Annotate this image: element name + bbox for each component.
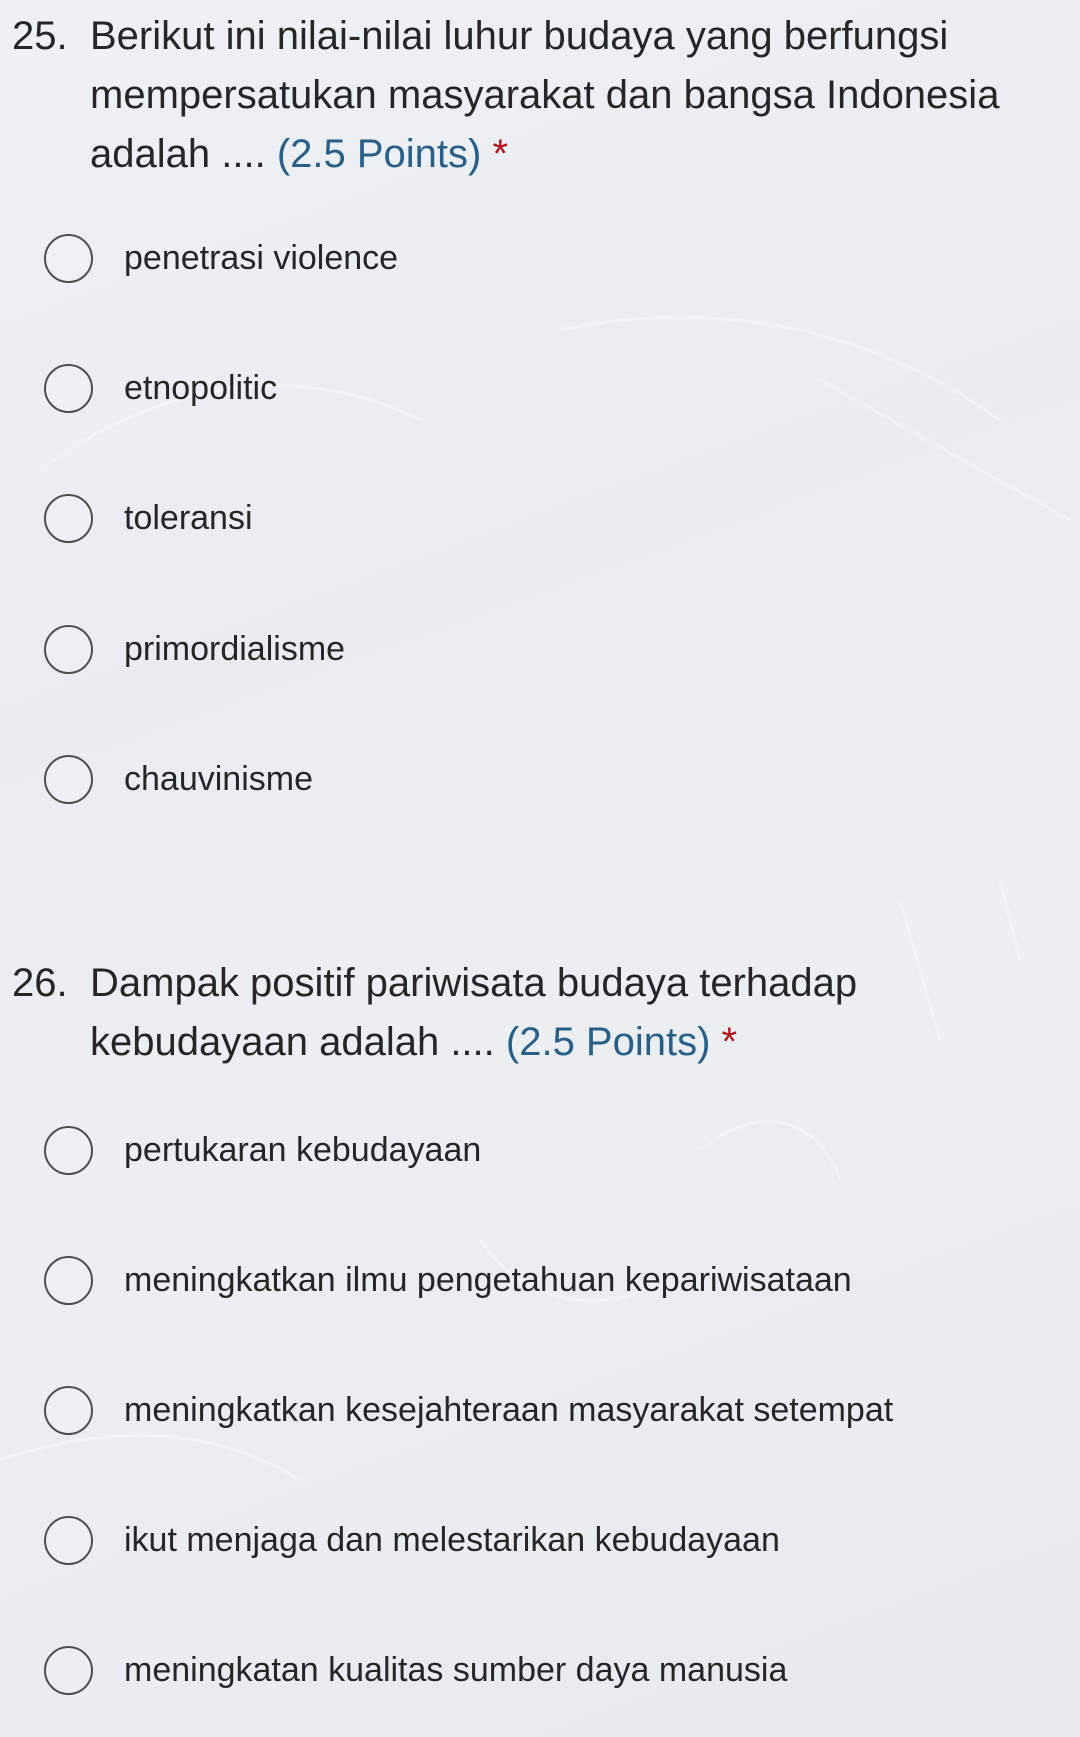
option-label: penetrasi violence [124,239,399,277]
option-label: meningkatkan ilmu pengetahuan kepariwisataan [124,1261,852,1299]
question-26-option-2[interactable] [0,1240,1000,1320]
question-25-number: 25. [12,14,68,58]
question-25-points: (2.5 Points) [276,132,482,176]
radio-button[interactable] [44,1646,93,1695]
question-25-option-3[interactable] [0,478,1000,558]
question-26-number: 26. [12,961,68,1005]
question-25 [0,7,1080,184]
question-25-text: Berikut ini nilai-nilai luhur budaya yang berfungsi mempersatukan masyarakat dan bangsa Indonesia adalah .... [90,14,1000,176]
radio-button[interactable] [44,1126,93,1175]
question-26-points: (2.5 Points) [505,1020,711,1064]
option-label: primordialisme [124,630,346,668]
radio-button[interactable] [44,494,93,543]
question-25-required-marker: * [492,132,509,176]
option-label: toleransi [124,499,253,537]
option-label: meningkatan kualitas sumber daya manusia [124,1651,788,1689]
question-26-option-1[interactable] [0,1110,1000,1190]
radio-button[interactable] [44,755,93,804]
question-25-option-1[interactable] [0,218,1000,298]
radio-button[interactable] [44,364,93,413]
question-26 [0,954,1080,1072]
option-label: ikut menjaga dan melestarikan kebudayaan [124,1521,780,1559]
option-label: meningkatkan kesejahteraan masyarakat setempat [124,1391,894,1429]
question-26-text: Dampak positif pariwisata budaya terhadap kebudayaan adalah .... [90,961,858,1064]
radio-button[interactable] [44,1516,93,1565]
option-label: chauvinisme [124,760,313,798]
question-26-required-marker: * [721,1020,738,1064]
question-26-option-4[interactable] [0,1500,1000,1580]
question-25-title [0,7,1080,184]
radio-button[interactable] [44,234,93,283]
question-26-option-5[interactable] [0,1630,1000,1710]
option-label: pertukaran kebudayaan [124,1131,482,1169]
question-26-title [0,954,1080,1072]
question-25-option-5[interactable] [0,739,1000,819]
question-26-option-3[interactable] [0,1370,1000,1450]
radio-button[interactable] [44,625,93,674]
radio-button[interactable] [44,1256,93,1305]
option-label: etnopolitic [124,369,278,407]
radio-button[interactable] [44,1386,93,1435]
question-25-option-2[interactable] [0,348,1000,428]
question-25-option-4[interactable] [0,609,1000,689]
